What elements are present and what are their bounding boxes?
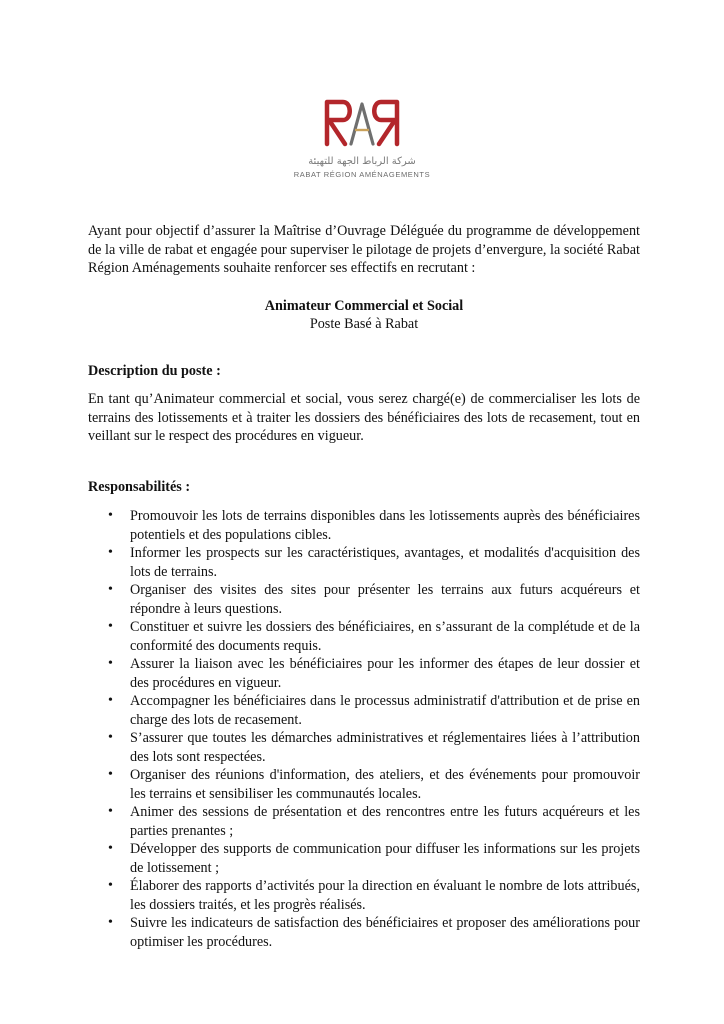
company-logo — [0, 96, 724, 180]
list-item — [88, 507, 640, 544]
list-item-text: Promouvoir les lots de terrains disponibles dans les lotissements auprès des bénéficiaires potentiels et des populations cibles. — [130, 508, 640, 543]
bullet-icon: • — [108, 656, 113, 671]
bullet-icon: • — [108, 619, 113, 634]
list-item — [88, 692, 640, 729]
bullet-icon: • — [108, 767, 113, 782]
bullet-icon: • — [108, 804, 113, 819]
list-item-text: Organiser des visites des sites pour présenter les terrains aux futurs acquéreurs et répondre à leurs questions. — [130, 582, 640, 617]
poste-location: Poste Basé à Rabat — [309, 316, 419, 332]
description-heading: Description du poste : — [88, 362, 221, 379]
rar-logo-mark — [321, 96, 403, 148]
list-item — [88, 840, 640, 877]
logo-arabic-name: شركة الرباط الجهة للتهيئة — [308, 156, 416, 167]
bullet-icon: • — [108, 508, 113, 523]
list-item — [88, 729, 640, 766]
list-item-text: Organiser des réunions d'information, des ateliers, et des événements pour promouvoir les terrains et sensibiliser les communautés locales. — [130, 767, 640, 802]
job-posting — [88, 222, 640, 951]
list-item — [88, 803, 640, 840]
list-item-text: Constituer et suivre les dossiers des bénéficiaires, en s’assurant de la complétude et de la conformité des documents requis. — [130, 619, 640, 654]
logo-company-name: RABAT RÉGION AMÉNAGEMENTS — [293, 170, 431, 179]
bullet-icon: • — [108, 582, 113, 597]
list-item-text: Informer les prospects sur les caractéristiques, avantages, et modalités d'acquisition des lots de terrains. — [130, 545, 640, 580]
list-item-text: Assurer la liaison avec les bénéficiaires pour les informer des étapes de leur dossier et des procédures en vigueur. — [130, 656, 640, 691]
list-item-text: Développer des supports de communication pour diffuser les informations sur les projets de lotissement ; — [130, 841, 640, 876]
responsibilities-list — [88, 507, 640, 951]
list-item-text: Accompagner les bénéficiaires dans le processus administratif d'attribution et de prise en charge des lots de recasement. — [130, 693, 640, 728]
list-item — [88, 877, 640, 914]
bullet-icon: • — [108, 915, 113, 930]
list-item — [88, 544, 640, 581]
responsibilities-heading: Responsabilités : — [88, 478, 191, 495]
list-item-text: Élaborer des rapports d’activités pour la direction en évaluant le nombre de lots attribués, les dossiers traités, et les progrès réalisés. — [130, 878, 640, 913]
list-item — [88, 581, 640, 618]
list-item — [88, 766, 640, 803]
bullet-icon: • — [108, 693, 113, 708]
bullet-icon: • — [108, 841, 113, 856]
list-item — [88, 914, 640, 951]
list-item-text: S’assurer que toutes les démarches administratives et réglementaires liées à l’attribution des lots sont respectées. — [130, 730, 640, 765]
list-item — [88, 655, 640, 692]
intro-paragraph: Ayant pour objectif d’assurer la Maîtrise d’Ouvrage Déléguée du programme de développement de la ville de rabat et engagée pour superviser le pilotage de projets d’envergure, la société Rabat Région Aménagements souhaite renforcer ses effectifs en recrutant : — [88, 223, 640, 276]
bullet-icon: • — [108, 878, 113, 893]
list-item-text: Suivre les indicateurs de satisfaction des bénéficiaires et proposer des améliorations pour optimiser les procédures. — [130, 915, 640, 950]
poste-block — [88, 297, 640, 334]
poste-title: Animateur Commercial et Social — [264, 297, 464, 314]
bullet-icon: • — [108, 545, 113, 560]
bullet-icon: • — [108, 730, 113, 745]
list-item-text: Animer des sessions de présentation et des rencontres entre les futurs acquéreurs et les parties prenantes ; — [130, 804, 640, 839]
list-item — [88, 618, 640, 655]
description-text: En tant qu’Animateur commercial et social, vous serez chargé(e) de commercialiser les lots de terrains des lotissements et à traiter les dossiers des bénéficiaires des lots de recasement, tout en veillant sur le respect des procédures en vigueur. — [88, 391, 640, 444]
